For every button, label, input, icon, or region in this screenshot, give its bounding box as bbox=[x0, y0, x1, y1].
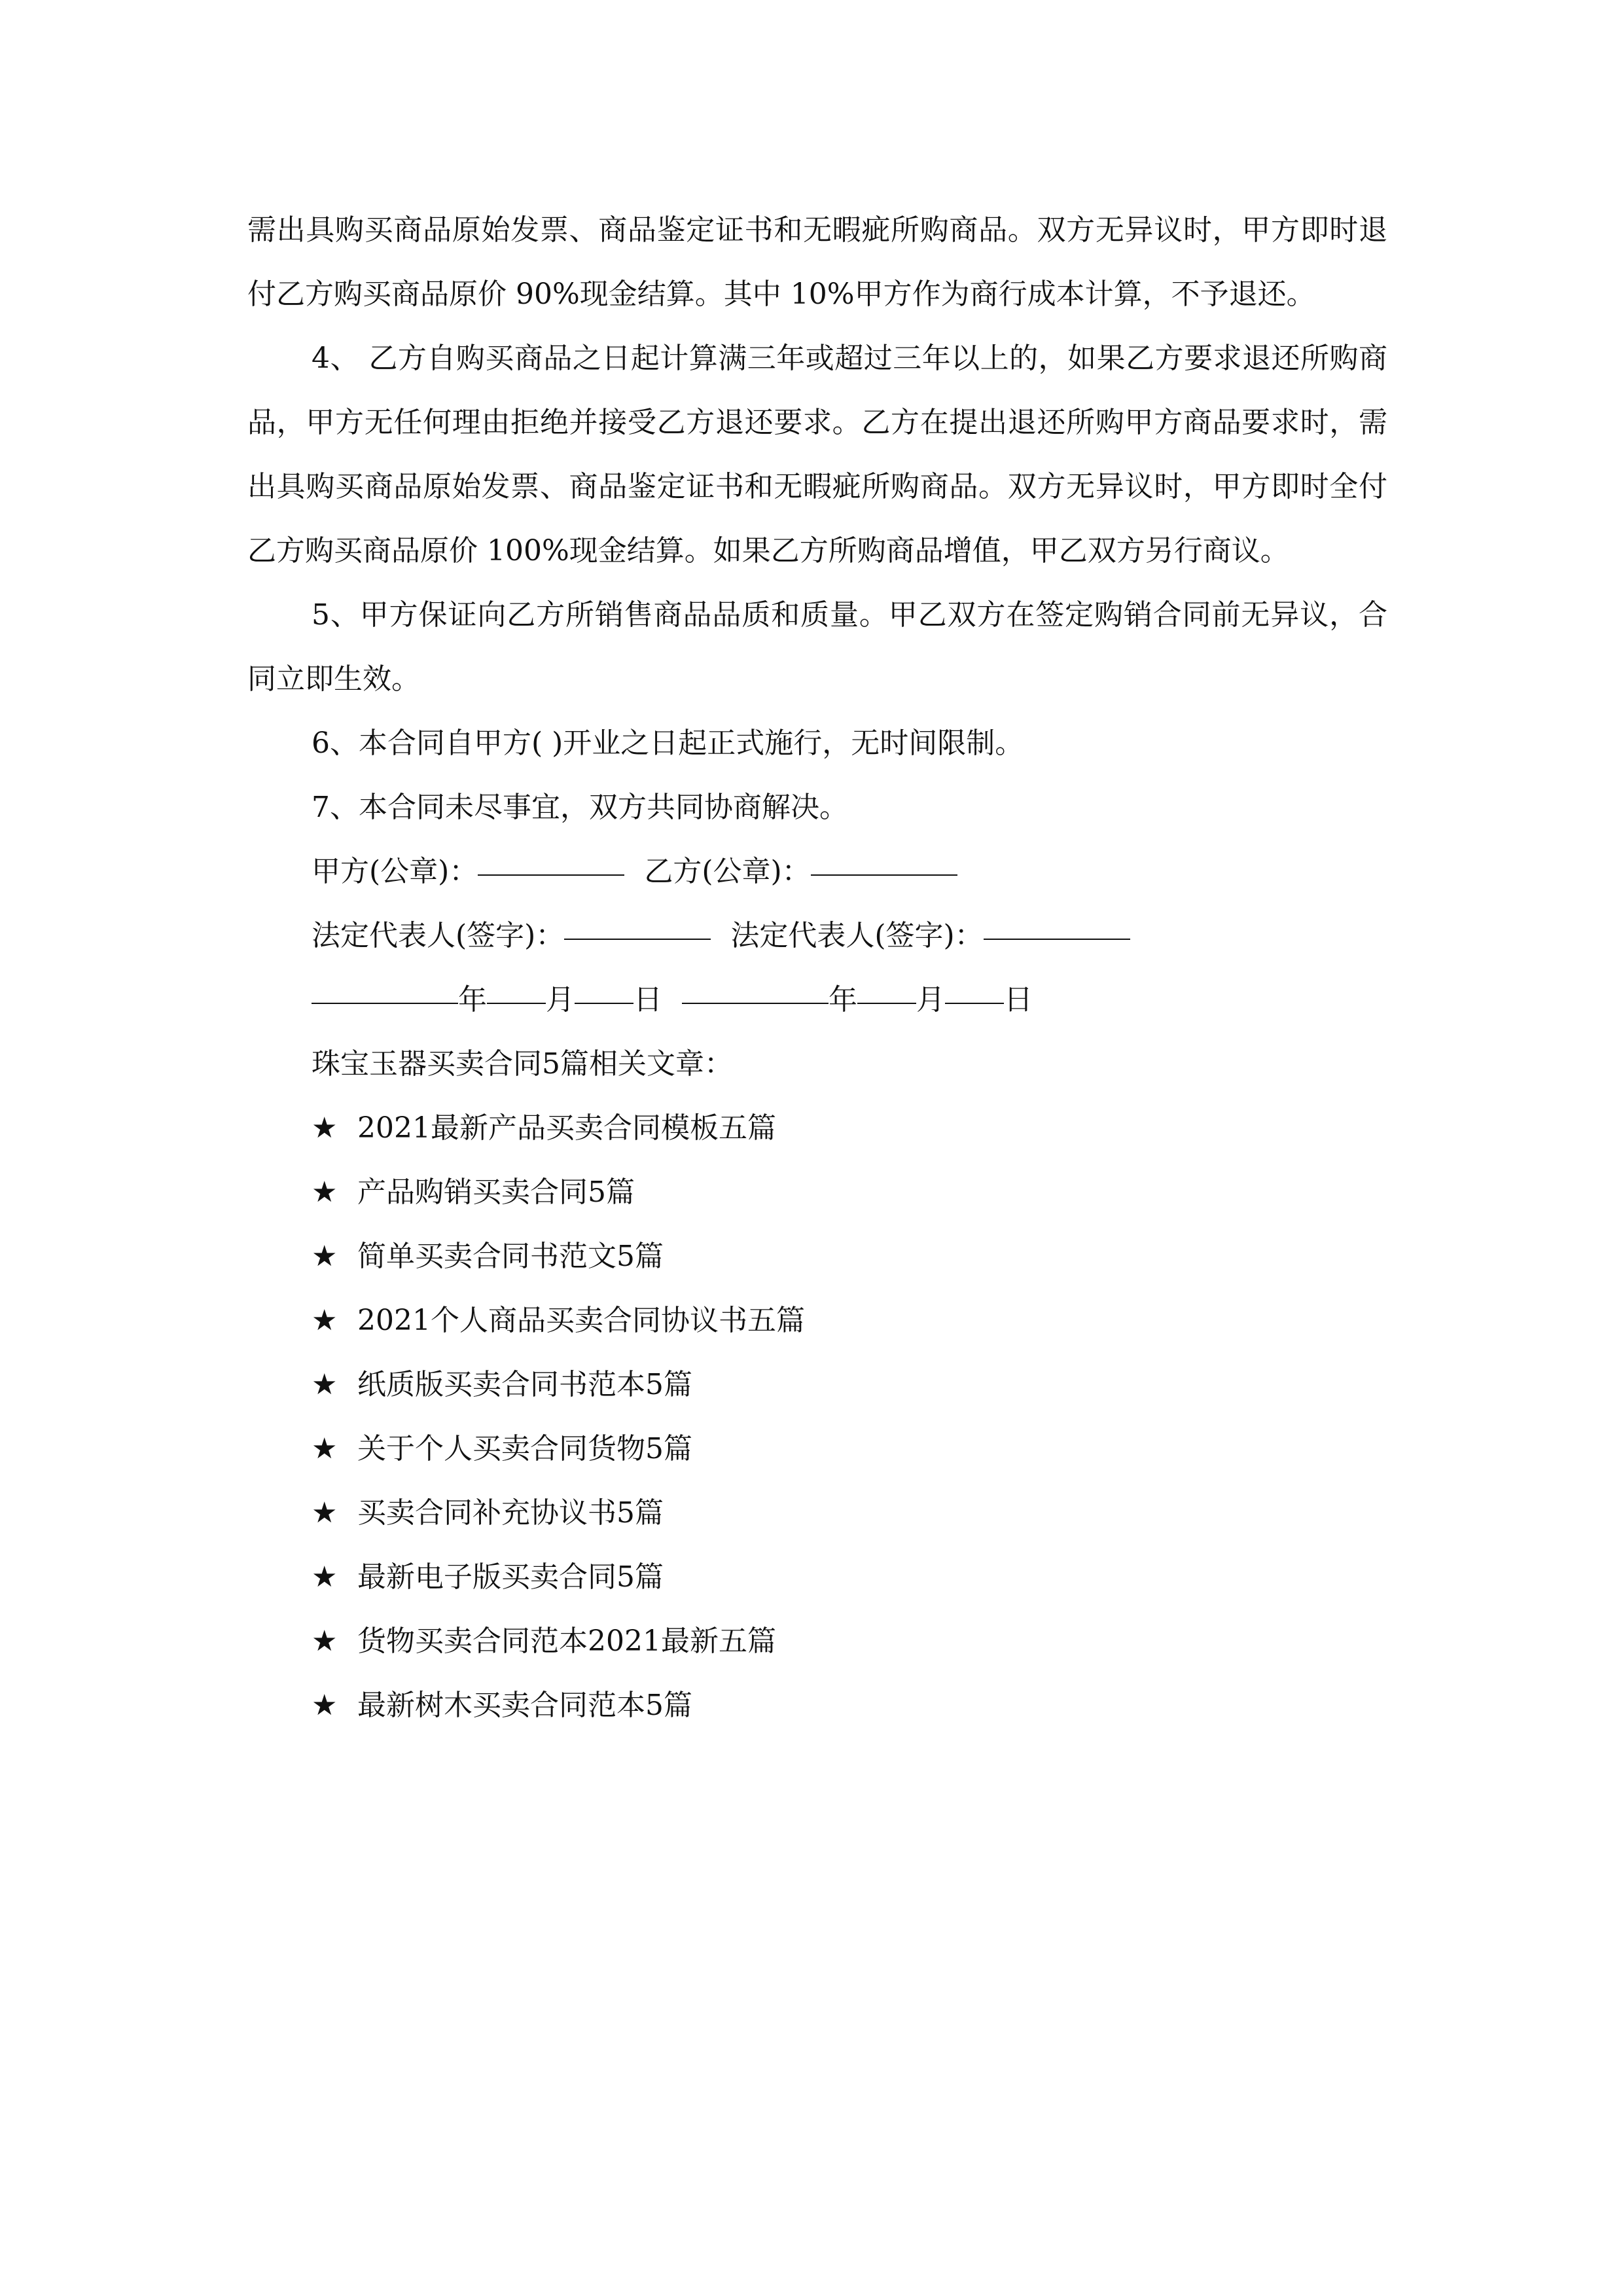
related-article-link[interactable] bbox=[247, 1545, 1387, 1609]
party-a-seal-label: 甲方(公章)： bbox=[312, 855, 478, 888]
star-icon: ★ bbox=[312, 1111, 338, 1145]
related-article-link[interactable] bbox=[247, 1481, 1387, 1545]
month-a-label: 月 bbox=[546, 983, 575, 1016]
star-icon: ★ bbox=[312, 1496, 338, 1530]
related-article-link[interactable] bbox=[247, 1609, 1387, 1674]
day-b-blank bbox=[945, 1003, 1004, 1004]
rep-b-label: 法定代表人(签字)： bbox=[730, 919, 984, 952]
paragraph-clause-6: 6、本合同自甲方( )开业之日起正式施行，无时间限制。 bbox=[312, 726, 1024, 760]
star-icon: ★ bbox=[312, 1624, 338, 1658]
month-b-label: 月 bbox=[916, 983, 945, 1016]
year-a-label: 年 bbox=[458, 983, 487, 1016]
related-article-title: 纸质版买卖合同书范本5篇 bbox=[357, 1368, 692, 1401]
related-article-title: 产品购销买卖合同5篇 bbox=[357, 1175, 635, 1209]
party-b-seal-blank bbox=[811, 874, 957, 876]
related-heading: 珠宝玉器买卖合同5篇相关文章： bbox=[312, 1047, 733, 1081]
related-article-title: 买卖合同补充协议书5篇 bbox=[357, 1496, 664, 1530]
related-article-title: 最新树木买卖合同范本5篇 bbox=[357, 1689, 692, 1722]
star-icon: ★ bbox=[312, 1304, 338, 1337]
rep-a-label: 法定代表人(签字)： bbox=[312, 919, 565, 952]
related-article-link[interactable] bbox=[247, 1417, 1387, 1481]
contract-body bbox=[247, 198, 1387, 1738]
related-articles-list bbox=[247, 1096, 1387, 1738]
related-article-title: 2021最新产品买卖合同模板五篇 bbox=[357, 1111, 776, 1145]
day-a-label: 日 bbox=[633, 983, 662, 1016]
star-icon: ★ bbox=[312, 1432, 338, 1465]
related-article-title: 货物买卖合同范本2021最新五篇 bbox=[357, 1624, 776, 1658]
star-icon: ★ bbox=[312, 1368, 338, 1401]
paragraph-clause-5: 5、甲方保证向乙方所销售商品品质和质量。甲乙双方在签定购销合同前无异议，合同立即生效。 bbox=[247, 598, 1387, 696]
paragraph-refund-90: 需出具购买商品原始发票、商品鉴定证书和无暇疵所购商品。双方无异议时，甲方即时退付乙方购买商品原价 90%现金结算。其中 10%甲方作为商行成本计算，不予退还。 bbox=[247, 213, 1387, 311]
related-article-title: 2021个人商品买卖合同协议书五篇 bbox=[357, 1304, 805, 1337]
related-article-link[interactable] bbox=[247, 1353, 1387, 1417]
month-a-blank bbox=[487, 1003, 546, 1004]
star-icon: ★ bbox=[312, 1560, 338, 1594]
paragraph-clause-7: 7、本合同未尽事宜，双方共同协商解决。 bbox=[312, 791, 848, 824]
star-icon: ★ bbox=[312, 1240, 338, 1273]
star-icon: ★ bbox=[312, 1175, 338, 1209]
related-article-link[interactable] bbox=[247, 1225, 1387, 1289]
seal-line bbox=[247, 840, 1387, 904]
party-a-seal-blank bbox=[478, 874, 624, 876]
star-icon: ★ bbox=[312, 1689, 338, 1722]
rep-b-blank bbox=[984, 939, 1130, 940]
representative-line bbox=[247, 904, 1387, 968]
party-b-seal-label: 乙方(公章)： bbox=[644, 855, 811, 888]
related-article-link[interactable] bbox=[247, 1160, 1387, 1225]
related-article-link[interactable] bbox=[247, 1096, 1387, 1160]
related-article-link[interactable] bbox=[247, 1674, 1387, 1738]
day-a-blank bbox=[575, 1003, 633, 1004]
month-b-blank bbox=[857, 1003, 916, 1004]
related-article-title: 最新电子版买卖合同5篇 bbox=[357, 1560, 664, 1594]
year-b-blank bbox=[682, 1003, 829, 1004]
rep-a-blank bbox=[564, 939, 711, 940]
related-article-title: 关于个人买卖合同货物5篇 bbox=[357, 1432, 692, 1465]
date-line bbox=[247, 968, 1387, 1032]
related-article-title: 简单买卖合同书范文5篇 bbox=[357, 1240, 664, 1273]
day-b-label: 日 bbox=[1004, 983, 1033, 1016]
year-a-blank bbox=[312, 1003, 458, 1004]
related-article-link[interactable] bbox=[247, 1289, 1387, 1353]
year-b-label: 年 bbox=[829, 983, 857, 1016]
paragraph-clause-4: 4、 乙方自购买商品之日起计算满三年或超过三年以上的，如果乙方要求退还所购商品，甲方无任何理由拒绝并接受乙方退还要求。乙方在提出退还所购甲方商品要求时，需出具购买商品原始发票、商品鉴定证书和无暇疵所购商品。双方无异议时，甲方即时全付乙方购买商品原价 100%现金结算。如果乙方所购商品增值，甲乙双方另行商议。 bbox=[247, 342, 1387, 567]
